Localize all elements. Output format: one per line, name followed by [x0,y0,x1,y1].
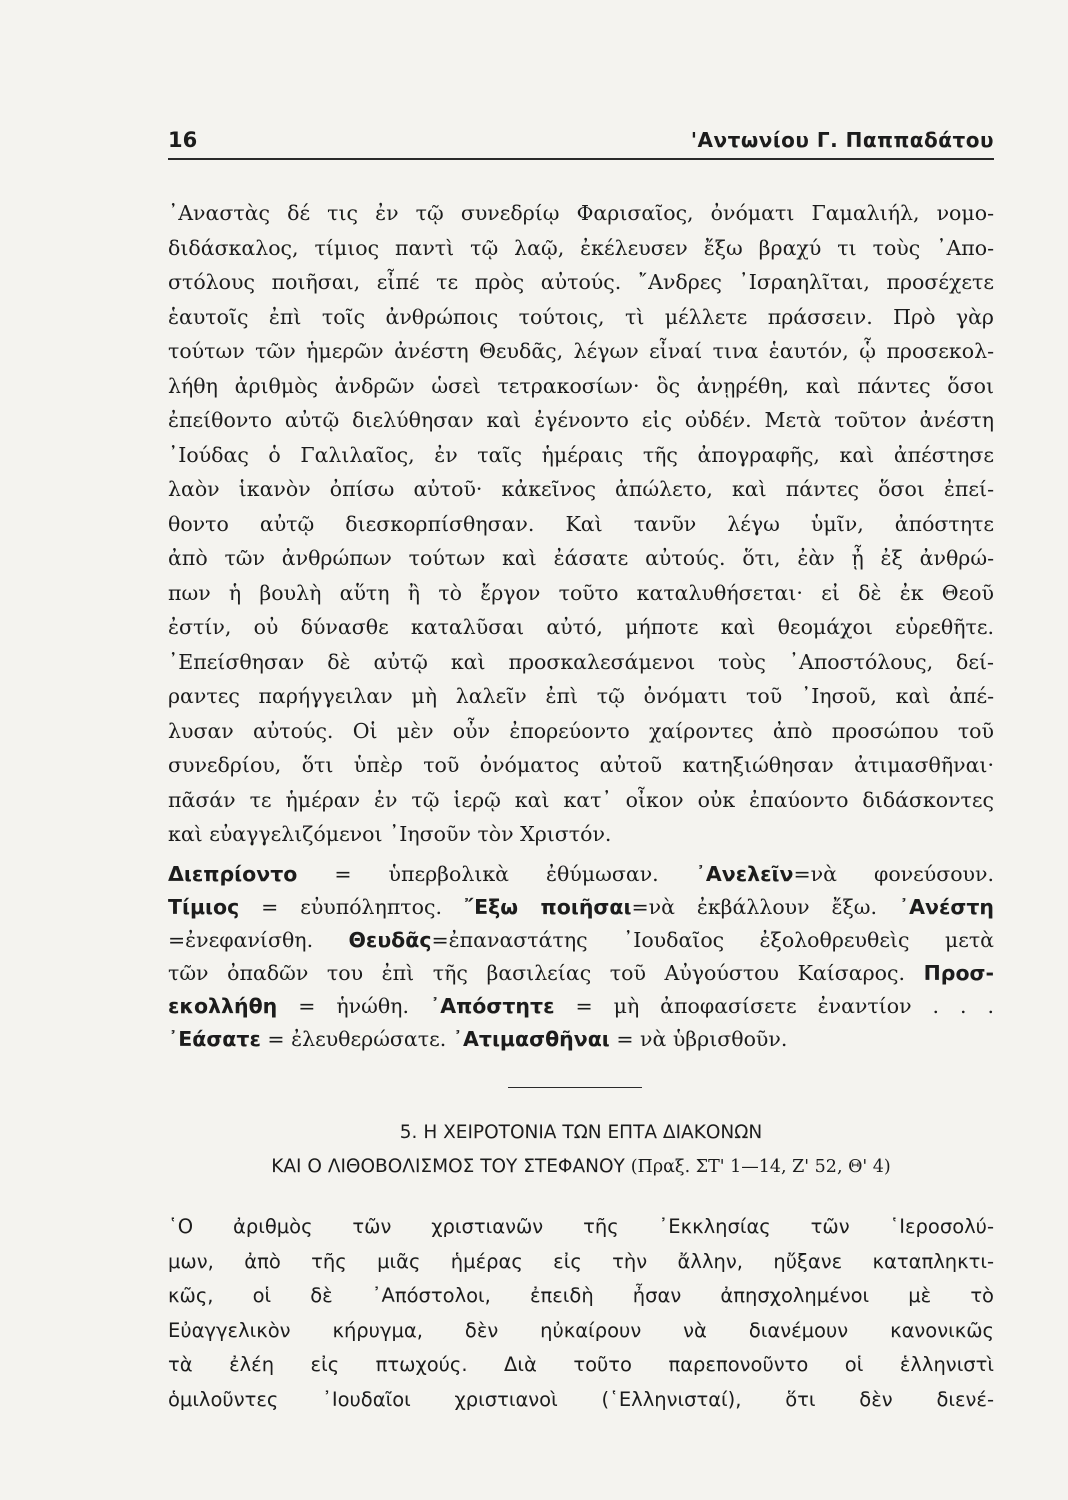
text-line: ᾿Αναστὰς δέ τις ἐν τῷ συνεδρίῳ Φαρισαῖος, ὀνόματι Γαμαλιήλ, νομο- [168,201,994,225]
text-line: πᾶσάν τε ἡμέραν ἐν τῷ ἱερῷ καὶ κατ᾿ οἶκον οὐκ ἐπαύοντο διδάσκοντες [168,787,994,812]
text-line: πων ἡ βουλὴ αὕτη ἢ τὸ ἔργον τοῦτο καταλυθήσεται· εἰ δὲ ἐκ Θεοῦ [168,580,994,605]
glossary-term: Τίμιος [168,895,240,919]
glossary-line [168,957,994,990]
text-line: ἀπὸ τῶν ἀνθρώπων τούτων καὶ ἐάσατε αὐτούς. ὅτι, ἐὰν ᾖ ἐξ ἀνθρώ- [168,546,994,570]
text-line: ῾Ο ἀριθμὸς τῶν χριστιανῶν τῆς ᾿Εκκλησίας τῶν ῾Ιεροσολύ- [168,1215,994,1238]
glossary-definition: = νὰ ὑβρισθοῦν. [609,1027,788,1051]
section-title-line-2 [168,1156,994,1177]
text-line: λαὸν ἱκανὸν ὀπίσω αὐτοῦ· κἀκεῖνος ἀπώλετο, καὶ πάντες ὅσοι ἐπεί- [168,477,994,501]
glossary-line [168,858,994,891]
section-title-line-1: 5. Η ΧΕΙΡΟΤΟΝΙΑ ΤΩΝ ΕΠΤΑ ΔΙΑΚΟΝΩΝ [399,1122,763,1143]
section-title-text: ΚΑΙ Ο ΛΙΘΟΒΟΛΙΣΜΟΣ ΤΟΥ ΣΤΕΦΑΝΟΥ [271,1156,625,1177]
main-paragraph [168,196,994,852]
running-head: 'Αντωνίου Γ. Παππαδάτου [690,128,994,152]
glossary-line [168,891,994,924]
text-line: μων, ἀπὸ τῆς μιᾶς ἡμέρας εἰς τὴν ἄλλην, ηὔξανε καταπληκτι- [168,1249,994,1273]
glossary-term: ᾿Ανέστη [898,895,994,919]
text-line: τὰ ἐλέη εἰς πτωχούς. Διὰ τοῦτο παρεπονοῦντο οἱ ἑλληνιστὶ [168,1353,994,1376]
text-line: ἐπείθοντο αὐτῷ διελύθησαν καὶ ἐγένοντο εἰς οὐδέν. Μετὰ τοῦτον ἀνέστη [168,408,994,432]
text-line: ἐστίν, οὐ δύνασθε καταλῦσαι αὐτό, μήποτε καὶ θεομάχοι εὑρεθῆτε. [168,615,994,639]
text-line: συνεδρίου, ὅτι ὑπὲρ τοῦ ὀνόματος αὐτοῦ κατηξιώθησαν ἀτιμασθῆναι· [168,753,994,777]
section-paragraph [168,1210,994,1417]
glossary-definition: τῶν ὀπαδῶν του ἐπὶ τῆς βασιλείας τοῦ Αὐγούστου Καίσαρος. [168,961,924,985]
glossary-term: ῎Εξω ποιῆσαι [463,895,632,919]
glossary-term: εκολλήθη [168,994,278,1018]
text-line: λυσαν αὐτούς. Οἱ μὲν οὖν ἐπορεύοντο χαίροντες ἀπὸ προσώπου τοῦ [168,718,994,743]
glossary-term: ᾿Εάσατε [168,1027,261,1051]
glossary-definition: = εὐυπόληπτος. [239,895,464,919]
text-line: καὶ εὐαγγελιζόμενοι ᾿Ιησοῦν τὸν Χριστόν. [168,822,612,846]
text-line: κῶς, οἱ δὲ ᾿Απόστολοι, ἐπειδὴ ἦσαν ἀπησχολημένοι μὲ τὸ [168,1284,994,1307]
glossary-term: ᾿Απόστητε [429,994,555,1018]
glossary-definition: =νὰ φονεύσουν. [793,862,994,886]
page-number: 16 [168,128,198,152]
glossary-line [168,990,994,1023]
glossary-definition: = ἐλευθερώσατε. [260,1027,453,1051]
scripture-reference: (Πραξ. ΣΤ' 1—14, Ζ' 52, Θ' 4) [630,1157,891,1177]
glossary-definition: = ἡνώθη. [277,994,430,1018]
text-line: θοντο αὐτῷ διεσκορπίσθησαν. Καὶ τανῦν λέγω ὑμῖν, ἀπόστητε [168,511,994,536]
text-line: ᾿Επείσθησαν δὲ αὐτῷ καὶ προσκαλεσάμενοι τοὺς ᾿Αποστόλους, δεί- [168,649,994,674]
section-divider [508,1087,642,1088]
glossary-definition: =ἐπαναστάτης ᾿Ιουδαῖος ἐξολοθρευθεὶς μετὰ [431,928,994,952]
glossary-line [168,1023,994,1056]
text-line: Εὐαγγελικὸν κήρυγμα, δὲν ηὐκαίρουν νὰ διανέμουν κανονικῶς [168,1318,994,1342]
text-line: ἑαυτοῖς ἐπὶ τοῖς ἀνθρώποις τούτοις, τὶ μέλλετε πράσσειν. Πρὸ γὰρ [168,304,994,329]
glossary-definition: = ὑπερβολικὰ ἐθύμωσαν. [297,862,696,886]
glossary-term: Διεπρίοντο [168,862,298,886]
book-page [168,0,994,1500]
text-line: λήθη ἀριθμὸς ἀνδρῶν ὡσεὶ τετρακοσίων· ὃς ἀνῃρέθη, καὶ πάντες ὅσοι [168,373,994,398]
glossary-term: Προσ- [923,961,994,985]
glossary [168,858,994,1056]
glossary-line [168,924,994,957]
page-header [168,128,994,160]
glossary-term: ᾿Ανελεῖν [695,862,794,886]
text-line: ὁμιλοῦντες ᾿Ιουδαῖοι χριστιανοὶ (῾Ελληνισταί), ὅτι δὲν διενέ- [168,1387,994,1411]
glossary-definition: =νὰ ἐκβάλλουν ἔξω. [631,895,899,919]
glossary-term: ᾿Ατιμασθῆναι [452,1027,610,1051]
glossary-term: Θευδᾶς [348,928,432,952]
text-line: ᾿Ιούδας ὁ Γαλιλαῖος, ἐν ταῖς ἡμέραις τῆς ἀπογραφῆς, καὶ ἀπέστησε [168,442,994,467]
text-line: διδάσκαλος, τίμιος παντὶ τῷ λαῷ, ἐκέλευσεν ἔξω βραχύ τι τοὺς ᾿Απο- [168,235,994,260]
text-line: τούτων τῶν ἡμερῶν ἀνέστη Θευδᾶς, λέγων εἶναί τινα ἑαυτόν, ᾧ προσεκολ- [168,339,994,363]
glossary-definition: = μὴ ἀποφασίσετε ἐναντίον . . . [554,994,994,1018]
glossary-definition: =ἐνεφανίσθη. [168,928,349,952]
text-line: ραντες παρήγγειλαν μὴ λαλεῖν ἐπὶ τῷ ὀνόματι τοῦ ᾿Ιησοῦ, καὶ ἀπέ- [168,684,994,708]
text-line: στόλους ποιῆσαι, εἶπέ τε πρὸς αὐτούς. ῎Ανδρες ᾿Ισραηλῖται, προσέχετε [168,270,994,294]
